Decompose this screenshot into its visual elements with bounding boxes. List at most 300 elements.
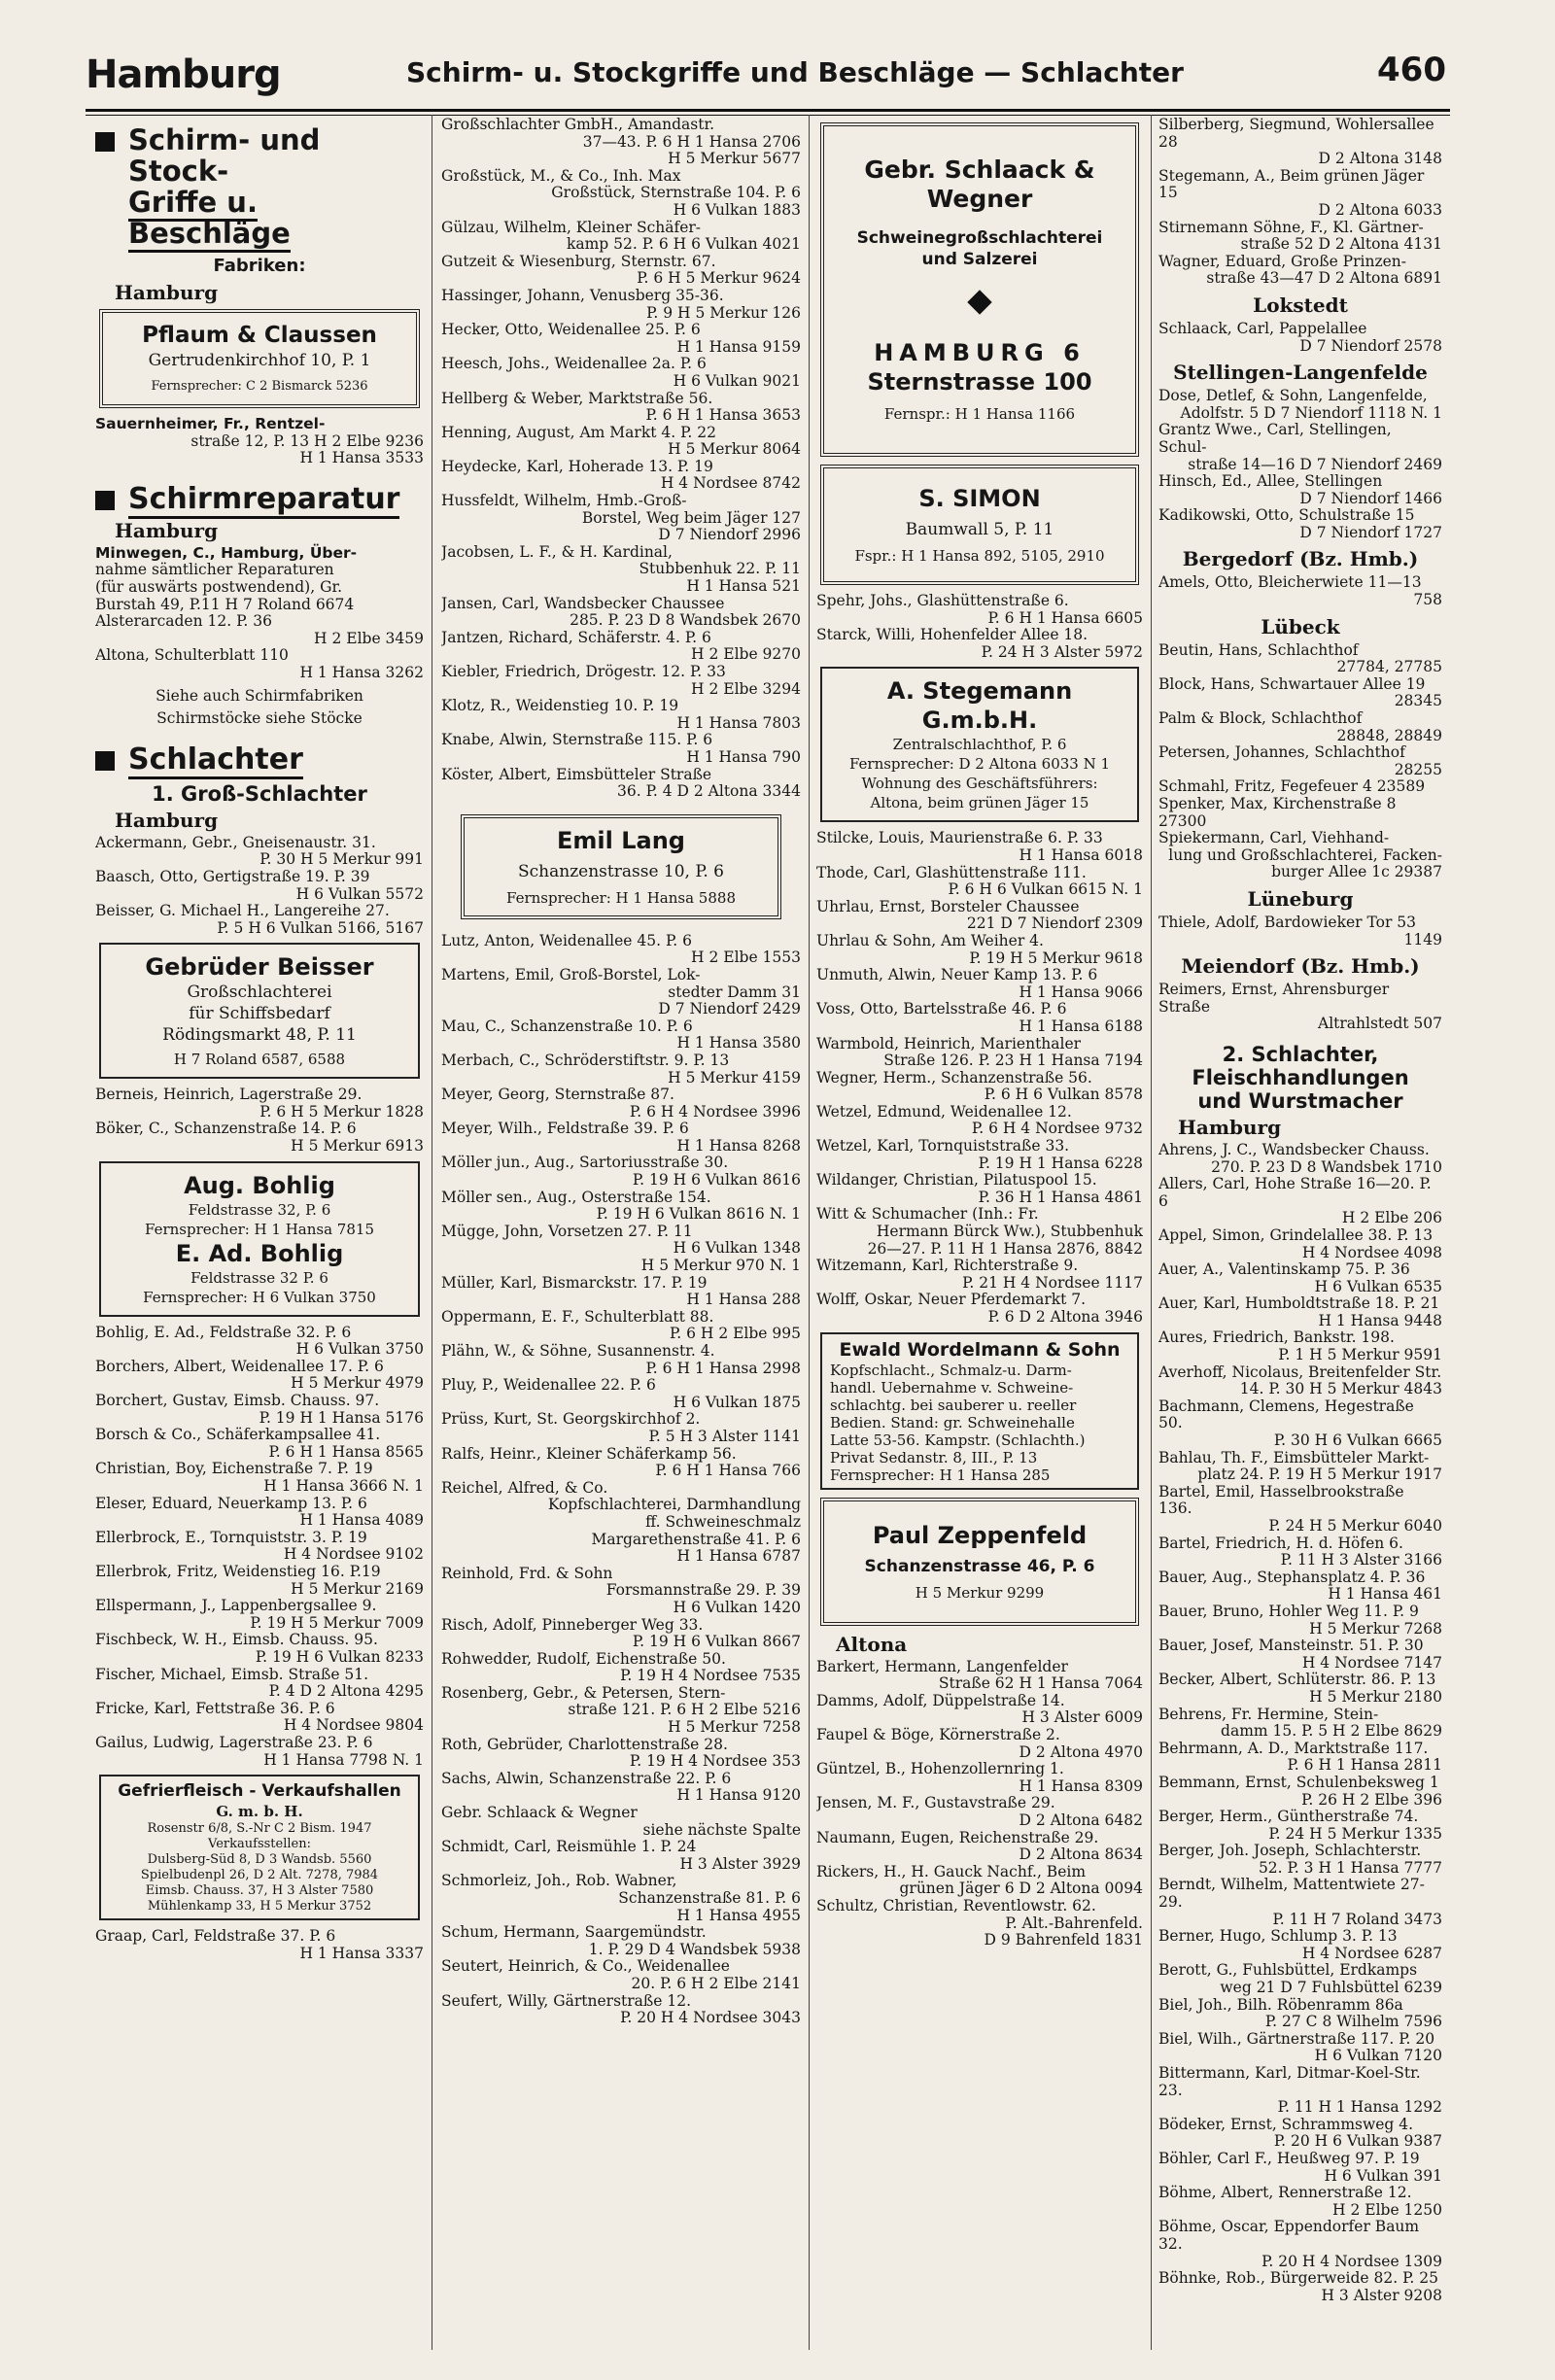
entry-line: H 1 Hansa 790 bbox=[686, 747, 801, 766]
entry bbox=[441, 322, 801, 356]
entry bbox=[1158, 778, 1442, 796]
ad-line: und Salzerei bbox=[921, 250, 1038, 269]
entry-line: P. 20 H 4 Nordsee 1309 bbox=[1261, 2252, 1442, 2270]
entry-line: Eleser, Eduard, Neuerkamp 13. P. 6 bbox=[95, 1494, 367, 1512]
entry-line: Fricke, Karl, Fettstraße 36. P. 6 bbox=[95, 1699, 335, 1717]
entry bbox=[1158, 642, 1442, 676]
entry bbox=[1158, 422, 1442, 473]
entry-line: Spenker, Max, Kirchenstraße 8 27300 bbox=[1158, 795, 1397, 830]
ad-name: Pflaum & Claussen bbox=[142, 323, 377, 348]
entry-line: Damms, Adolf, Düppelstraße 14. bbox=[816, 1691, 1065, 1709]
entry-line: P. 6 H 1 Hansa 2998 bbox=[645, 1359, 801, 1377]
entry-line: Graap, Carl, Feldstraße 37. P. 6 bbox=[95, 1927, 336, 1946]
entry bbox=[95, 1632, 424, 1666]
entry-list bbox=[1158, 117, 1442, 288]
entry-line: Wetzel, Karl, Tornquiststraße 33. bbox=[816, 1137, 1070, 1156]
entry-line: H 1 Hansa 461 bbox=[1328, 1585, 1442, 1604]
entry-list bbox=[1158, 914, 1442, 949]
entry bbox=[441, 1685, 801, 1737]
entry-line: Amels, Otto, Bleicherwiete 11—13 bbox=[1158, 573, 1422, 592]
entry-line: Aures, Friedrich, Bankstr. 198. bbox=[1158, 1328, 1395, 1347]
entry-line: Bachmann, Clemens, Hegestraße 50. bbox=[1158, 1397, 1414, 1432]
entry-line: P. 30 H 5 Merkur 991 bbox=[259, 850, 424, 869]
entry bbox=[441, 254, 801, 288]
entry-line: Seutert, Heinrich, & Co., Weidenallee bbox=[441, 1957, 730, 1976]
entry-line: P. 11 H 3 Alster 3166 bbox=[1280, 1551, 1442, 1569]
ad-line: Rödingsmarkt 48, P. 11 bbox=[162, 1025, 357, 1046]
ad-phone: Fspr.: H 1 Hansa 892, 5105, 2910 bbox=[854, 547, 1105, 565]
entry bbox=[441, 933, 801, 967]
entry-line: straße 43—47 D 2 Altona 6891 bbox=[1206, 269, 1442, 288]
ad-phone: Fernsprecher: H 1 Hansa 5888 bbox=[505, 888, 736, 907]
entry-line: H 5 Merkur 4979 bbox=[291, 1374, 424, 1393]
entry-line: H 6 Vulkan 7120 bbox=[1314, 2047, 1442, 2065]
entry bbox=[1158, 1962, 1442, 1996]
bullet-square-icon bbox=[95, 132, 115, 152]
entry bbox=[441, 1275, 801, 1309]
ad-emil-lang bbox=[461, 814, 781, 919]
ad-line: Rosenstr 6/8, S.-Nr C 2 Bism. 1947 bbox=[147, 1821, 372, 1837]
entry bbox=[816, 1864, 1143, 1898]
ad-line: Mühlenkamp 33, H 5 Merkur 3752 bbox=[147, 1899, 372, 1914]
entry-line: H 6 Vulkan 1348 bbox=[673, 1239, 801, 1258]
ad-phone: Fernsprecher: H 6 Vulkan 3750 bbox=[143, 1288, 376, 1306]
entry-line: Stubbenhuk 22. P. 11 bbox=[639, 560, 801, 578]
entry bbox=[1158, 1741, 1442, 1775]
entry-line: straße 52 D 2 Altona 4131 bbox=[1240, 235, 1442, 254]
entry bbox=[1158, 254, 1442, 288]
entry-line: Silberberg, Siegmund, Wohlersallee 28 bbox=[1158, 117, 1434, 151]
entry-line: D 2 Altona 6033 bbox=[1318, 200, 1442, 219]
entry bbox=[1158, 1604, 1442, 1638]
entry-line: 27784, 27785 bbox=[1336, 658, 1442, 676]
entry-line: H 1 Hansa 521 bbox=[686, 577, 801, 596]
entry-list bbox=[1158, 642, 1442, 881]
entry-line: D 2 Altona 4970 bbox=[1019, 1742, 1143, 1761]
entry-line: Witt & Schumacher (Inh.: Fr. bbox=[816, 1205, 1039, 1224]
entry-line: 270. P. 23 D 8 Wandsbek 1710 bbox=[1211, 1157, 1442, 1176]
entry-line: Jensen, M. F., Gustavstraße 29. bbox=[816, 1794, 1055, 1812]
entry-line: (für auswärts postwendend), Gr. bbox=[95, 577, 343, 596]
entry-line: 37—43. P. 6 H 1 Hansa 2706 bbox=[582, 132, 801, 151]
entry-line: Großstück, Sternstraße 104. P. 6 bbox=[551, 184, 801, 202]
entry-line: Rohwedder, Rudolf, Eichenstraße 50. bbox=[441, 1649, 726, 1668]
column-divider bbox=[1151, 115, 1152, 2350]
entry-line: Biel, Joh., Bilh. Röbenramm 86a bbox=[1158, 1995, 1403, 2014]
entry-line: Großstück, M., & Co., Inh. Max bbox=[441, 166, 681, 185]
entry-line: Ellerbrok, Fritz, Weidenstieg 16. P.19 bbox=[95, 1562, 381, 1580]
entry bbox=[1158, 1928, 1442, 1962]
ad-address: Sternstrasse 100 bbox=[867, 368, 1092, 396]
entry bbox=[1158, 1484, 1442, 1535]
ad-line: Großschlachterei bbox=[187, 983, 332, 1003]
entry bbox=[1158, 1364, 1442, 1398]
entry-line: platz 24. P. 19 H 5 Merkur 1917 bbox=[1197, 1466, 1442, 1484]
ad-name: A. Stegemann G.m.b.H. bbox=[886, 677, 1073, 735]
section-title-line: Griffe u. Beschläge bbox=[128, 186, 291, 253]
entry bbox=[441, 1343, 801, 1377]
ad-line: Eimsb. Chauss. 37, H 3 Alster 7580 bbox=[145, 1883, 374, 1899]
entry-line: Becker, Albert, Schlüterstr. 86. P. 13 bbox=[1158, 1671, 1436, 1689]
entry-line: Stirnemann Söhne, F., Kl. Gärtner- bbox=[1158, 218, 1424, 236]
ad-paul-zeppenfeld bbox=[820, 1498, 1139, 1626]
entry bbox=[816, 1761, 1143, 1795]
entry bbox=[816, 1172, 1143, 1206]
header-rule-thin bbox=[86, 115, 1450, 116]
entry-line: 28345 bbox=[1394, 692, 1442, 710]
entry-line: P. 19 H 6 Vulkan 8616 bbox=[632, 1171, 801, 1190]
entry-line: Berott, G., Fuhlsbüttel, Erdkamps bbox=[1158, 1961, 1418, 1980]
header-section: Schirm- u. Stockgriffe und Beschläge — Schlachter bbox=[406, 56, 1184, 88]
entry-line: H 6 Vulkan 3750 bbox=[295, 1340, 424, 1359]
entry-line: Block, Hans, Schwartauer Allee 19 bbox=[1158, 674, 1426, 693]
entry bbox=[441, 596, 801, 630]
entry-line: D 7 Niendorf 1727 bbox=[1299, 523, 1442, 541]
entry-line: H 5 Merkur 970 N. 1 bbox=[640, 1257, 801, 1275]
entry-line: Böhme, Albert, Rennerstraße 12. bbox=[1158, 2184, 1412, 2202]
entry-line: H 2 Elbe 9270 bbox=[691, 645, 801, 664]
entry-line: Borsch & Co., Schäferkampsallee 41. bbox=[95, 1426, 381, 1444]
entry-line: Schultz, Christian, Reventlowstr. 62. bbox=[816, 1896, 1096, 1914]
entry bbox=[441, 698, 801, 732]
entry-line: Spiekermann, Carl, Viehhand- bbox=[1158, 829, 1390, 847]
entry bbox=[441, 1805, 801, 1839]
entry-line: P. 24 H 3 Alster 5972 bbox=[981, 642, 1143, 661]
entry bbox=[95, 1087, 424, 1121]
subheading-fabriken: Fabriken: bbox=[213, 256, 306, 276]
entry bbox=[1158, 2219, 1442, 2270]
entry bbox=[95, 1928, 424, 1962]
entry-line: P. 6 H 5 Merkur 1828 bbox=[259, 1102, 424, 1121]
entry-line: D 2 Altona 8634 bbox=[1019, 1845, 1143, 1864]
entry-line: Knabe, Alwin, Sternstraße 115. P. 6 bbox=[441, 731, 713, 749]
entry-line: Bauer, Aug., Stephansplatz 4. P. 36 bbox=[1158, 1568, 1426, 1586]
page-header bbox=[86, 51, 1446, 105]
entry-line: Auer, Karl, Humboldtstraße 18. P. 21 bbox=[1158, 1294, 1440, 1313]
entry bbox=[441, 1121, 801, 1155]
entry bbox=[1158, 2117, 1442, 2151]
entry bbox=[95, 545, 424, 682]
entry-line: Risch, Adolf, Pinneberger Weg 33. bbox=[441, 1615, 704, 1634]
entry-line: Bahlau, Th. F., Eimsbütteler Markt- bbox=[1158, 1448, 1430, 1466]
entry-list bbox=[441, 117, 801, 801]
entry-line: H 1 Hansa 288 bbox=[686, 1291, 801, 1309]
entry-line: Schum, Hermann, Saargemündstr. bbox=[441, 1923, 707, 1942]
entry-line: 14. P. 30 H 5 Merkur 4843 bbox=[1239, 1380, 1442, 1398]
entry-line: P. 24 H 5 Merkur 1335 bbox=[1268, 1824, 1442, 1843]
entry-line: Fischbeck, W. H., Eimsb. Chauss. 95. bbox=[95, 1631, 378, 1649]
entry bbox=[1158, 1997, 1442, 2031]
entry bbox=[816, 1001, 1143, 1035]
ad-line: für Schiffsbedarf bbox=[189, 1004, 330, 1024]
entry bbox=[816, 1292, 1143, 1326]
entry-line: H 1 Hansa 8268 bbox=[676, 1136, 801, 1155]
entry-line: H 1 Hansa 9159 bbox=[676, 337, 801, 356]
ad-stegemann bbox=[820, 667, 1139, 822]
entry-line: Altona, Schulterblatt 110 bbox=[95, 646, 289, 665]
entry-line: P. 21 H 4 Nordsee 1117 bbox=[962, 1273, 1143, 1292]
entry bbox=[816, 1258, 1143, 1292]
entry bbox=[441, 493, 801, 544]
entry-list bbox=[95, 1087, 424, 1155]
entry-line: Hinsch, Ed., Allee, Stellingen bbox=[1158, 472, 1383, 491]
entry-line: P. 9 H 5 Merkur 126 bbox=[646, 303, 801, 322]
entry-line: P. 1 H 5 Merkur 9591 bbox=[1278, 1346, 1442, 1364]
entry-line: Ackermann, Gebr., Gneisenaustr. 31. bbox=[95, 833, 376, 851]
entry bbox=[95, 1325, 424, 1359]
entry bbox=[441, 1924, 801, 1958]
entry-line: Mau, C., Schanzenstraße 10. P. 6 bbox=[441, 1017, 693, 1035]
entry-line: Barkert, Hermann, Langenfelder bbox=[816, 1657, 1068, 1675]
entry bbox=[816, 1830, 1143, 1864]
entry-list bbox=[1158, 574, 1442, 608]
entry-line: P. 6 H 6 Vulkan 6615 N. 1 bbox=[948, 880, 1143, 899]
entry-line: 20. P. 6 H 2 Elbe 2141 bbox=[631, 1974, 801, 1992]
ad-line: Schweinegroßschlachterei bbox=[856, 228, 1103, 248]
entry-line: Voss, Otto, Bartelsstraße 46. P. 6 bbox=[816, 1000, 1067, 1018]
entry-line: Berndt, Wilhelm, Mattentwiete 27-29. bbox=[1158, 1876, 1425, 1912]
entry-line: P. 27 C 8 Wilhelm 7596 bbox=[1264, 2013, 1442, 2031]
entry-line: P. 6 H 2 Elbe 995 bbox=[669, 1325, 801, 1343]
diamond-icon bbox=[967, 290, 991, 314]
ad-gebrueder-beisser bbox=[99, 943, 420, 1079]
column-3 bbox=[816, 117, 1143, 2362]
ad-name: Emil Lang bbox=[557, 826, 685, 854]
entry-line: Hassinger, Johann, Venusberg 35-36. bbox=[441, 286, 724, 304]
ad-line: Altona, beim grünen Jäger 15 bbox=[870, 794, 1089, 812]
entry-line: H 1 Hansa 6018 bbox=[1019, 845, 1143, 864]
entry-line: Starck, Willi, Hohenfelder Allee 18. bbox=[816, 626, 1088, 644]
entry bbox=[1158, 1569, 1442, 1604]
entry bbox=[1158, 2031, 1442, 2065]
entry bbox=[1158, 2151, 1442, 2185]
entry-line: H 4 Nordsee 9102 bbox=[283, 1545, 424, 1564]
entry bbox=[441, 1839, 801, 1873]
entry-line: Palm & Block, Schlachthof bbox=[1158, 709, 1363, 728]
ad-name: Paul Zeppenfeld bbox=[872, 1521, 1088, 1549]
entry-line: P. 6 H 4 Nordsee 9732 bbox=[971, 1120, 1143, 1138]
entry-list bbox=[441, 933, 801, 2027]
ad-phone: H 7 Roland 6587, 6588 bbox=[173, 1051, 346, 1069]
entry-line: Meyer, Wilh., Feldstraße 39. P. 6 bbox=[441, 1120, 689, 1138]
section-title-schlachter bbox=[95, 743, 424, 776]
entry bbox=[1158, 117, 1442, 168]
entry-line: Lutz, Anton, Weidenallee 45. P. 6 bbox=[441, 931, 692, 949]
entry bbox=[1158, 744, 1442, 778]
entry-line: Stegemann, A., Beim grünen Jäger 15 bbox=[1158, 166, 1425, 202]
entry bbox=[816, 865, 1143, 899]
entry bbox=[441, 1377, 801, 1411]
entry bbox=[95, 1359, 424, 1393]
entry-line: P. 36 H 1 Hansa 4861 bbox=[978, 1188, 1143, 1206]
entry-line: Behrmann, A. D., Marktstraße 117. bbox=[1158, 1739, 1429, 1757]
ad-pflaum-claussen bbox=[99, 309, 420, 408]
entry-line: Adolfstr. 5 D 7 Niendorf 1118 N. 1 bbox=[1180, 403, 1442, 422]
entry-line: 285. P. 23 D 8 Wandsbek 2670 bbox=[570, 611, 801, 630]
entry bbox=[1158, 1450, 1442, 1484]
entry-line: 52. P. 3 H 1 Hansa 7777 bbox=[1258, 1858, 1442, 1877]
entry-line: H 1 Hansa 9120 bbox=[676, 1786, 801, 1805]
entry-line: Alsterarcaden 12. P. 36 bbox=[95, 612, 272, 631]
entry-line: Heesch, Johs., Weidenallee 2a. P. 6 bbox=[441, 355, 707, 373]
entry-line: Fischer, Michael, Eimsb. Straße 51. bbox=[95, 1665, 369, 1683]
entry-line: Ralfs, Heinr., Kleiner Schäferkamp 56. bbox=[441, 1444, 737, 1463]
entry-line: Möller jun., Aug., Sartoriusstraße 30. bbox=[441, 1154, 729, 1172]
subheading-line: und Wurstmacher bbox=[1197, 1088, 1403, 1113]
entry-line: H 5 Merkur 7268 bbox=[1309, 1619, 1442, 1638]
entry bbox=[441, 220, 801, 254]
entry bbox=[441, 1737, 801, 1771]
entry-line: H 5 Merkur 8064 bbox=[668, 440, 801, 459]
entry-line: Reimers, Ernst, Ahrensburger Straße bbox=[1158, 981, 1390, 1016]
ad-line: Privat Sedanstr. 8, III., P. 13 bbox=[830, 1448, 1038, 1466]
see-also: Siehe auch Schirmfabriken bbox=[156, 686, 363, 705]
ad-name: Aug. Bohlig bbox=[184, 1171, 335, 1199]
entry-line: H 3 Alster 6009 bbox=[1021, 1708, 1143, 1727]
entry-line: Uhrlau, Ernst, Borsteler Chaussee bbox=[816, 897, 1080, 915]
entry-line: H 5 Merkur 6913 bbox=[291, 1137, 424, 1156]
entry-line: H 3 Alster 9208 bbox=[1321, 2286, 1442, 2304]
entry-line: P. 4 D 2 Altona 4295 bbox=[268, 1682, 424, 1701]
city-heading: Altona bbox=[836, 1632, 908, 1656]
subheading-gross-schlachter: 1. Groß-Schlachter bbox=[152, 781, 367, 806]
entry-line: Borchert, Gustav, Eimsb. Chauss. 97. bbox=[95, 1392, 380, 1410]
entry bbox=[1158, 1227, 1442, 1261]
ad-s-simon bbox=[820, 465, 1139, 585]
entry bbox=[95, 1461, 424, 1495]
entry-line: Bemmann, Ernst, Schulenbeksweg 1 bbox=[1158, 1773, 1439, 1791]
entry-line: Plähn, W., & Söhne, Susannenstr. 4. bbox=[441, 1342, 715, 1360]
entry-line: Möller sen., Aug., Osterstraße 154. bbox=[441, 1188, 711, 1206]
entry bbox=[441, 1480, 801, 1566]
entry-line: Berger, Herm., Güntherstraße 74. bbox=[1158, 1808, 1419, 1826]
entry-list bbox=[816, 1659, 1143, 1949]
entry bbox=[441, 1087, 801, 1121]
entry bbox=[816, 1727, 1143, 1761]
entry-line: P. 6 H 5 Merkur 9624 bbox=[637, 269, 801, 288]
entry-line: Reinhold, Frd. & Sohn bbox=[441, 1564, 613, 1582]
entry bbox=[441, 1617, 801, 1651]
entry-list bbox=[1158, 982, 1442, 1033]
entry-line: P. 5 H 3 Alster 1141 bbox=[648, 1427, 801, 1445]
entry bbox=[441, 1873, 801, 1924]
entry bbox=[1158, 1843, 1442, 1877]
entry bbox=[816, 1138, 1143, 1172]
city-heading: Hamburg bbox=[115, 518, 219, 542]
entry-line: Bartel, Friedrich, H. d. Höfen 6. bbox=[1158, 1534, 1403, 1552]
entry-line: P. Alt.-Bahrenfeld. bbox=[1005, 1914, 1143, 1932]
entry-line: P. 6 H 1 Hansa 6605 bbox=[987, 608, 1143, 627]
entry-line: P. 24 H 5 Merkur 6040 bbox=[1268, 1517, 1442, 1535]
ad-name: S. SIMON bbox=[918, 485, 1041, 512]
entry bbox=[1158, 830, 1442, 881]
entry-line: P. 6 H 1 Hansa 766 bbox=[655, 1462, 801, 1480]
entry-list bbox=[816, 830, 1143, 1326]
entry-line: P. 19 H 1 Hansa 5176 bbox=[259, 1408, 424, 1427]
entry-line: Faupel & Böge, Körnerstraße 2. bbox=[816, 1725, 1060, 1743]
entry-line: Straße 62 H 1 Hansa 7064 bbox=[938, 1674, 1143, 1693]
entry bbox=[1158, 676, 1442, 710]
entry bbox=[441, 1651, 801, 1685]
entry-line: H 4 Nordsee 4098 bbox=[1301, 1243, 1442, 1261]
entry bbox=[95, 1427, 424, 1461]
city-heading: Hamburg bbox=[115, 808, 219, 832]
entry bbox=[1158, 1877, 1442, 1928]
entry bbox=[441, 732, 801, 766]
entry-line: Margarethenstraße 41. P. 6 bbox=[591, 1530, 801, 1548]
entry-line: H 1 Hansa 8309 bbox=[1019, 1776, 1143, 1795]
entry-line: H 6 Vulkan 5572 bbox=[295, 884, 424, 903]
entry-line: nahme sämtlicher Reparaturen bbox=[95, 561, 334, 579]
entry-line: Bauer, Bruno, Hohler Weg 11. P. 9 bbox=[1158, 1602, 1419, 1620]
entry-line: H 2 Elbe 3294 bbox=[691, 679, 801, 698]
entry bbox=[95, 1564, 424, 1598]
entry-line: H 5 Merkur 4159 bbox=[668, 1068, 801, 1087]
entry-line: lung und Großschlachterei, Facken- bbox=[1168, 845, 1442, 864]
entry-list bbox=[1158, 321, 1442, 355]
entry bbox=[441, 664, 801, 698]
entry-line: P. 5 H 6 Vulkan 5166, 5167 bbox=[217, 918, 424, 937]
entry-line: Böhler, Carl F., Heußweg 97. P. 19 bbox=[1158, 2149, 1420, 2167]
entry-line: D 7 Niendorf 2429 bbox=[658, 1000, 801, 1018]
entry-line: grünen Jäger 6 D 2 Altona 0094 bbox=[899, 1880, 1143, 1898]
entry-line: Witzemann, Karl, Richterstraße 9. bbox=[816, 1257, 1079, 1275]
entry-line: Jantzen, Richard, Schäferstr. 4. P. 6 bbox=[441, 628, 711, 646]
entry bbox=[1158, 710, 1442, 744]
entry-line: Wegner, Herm., Schanzenstraße 56. bbox=[816, 1068, 1092, 1087]
entry-line: Gebr. Schlaack & Wegner bbox=[441, 1804, 638, 1822]
entry-line: Kopfschlachterei, Darmhandlung bbox=[547, 1496, 801, 1514]
entry-list bbox=[95, 1325, 424, 1769]
entry-line: 221 D 7 Niendorf 2309 bbox=[966, 914, 1143, 933]
entry-line: Köster, Albert, Eimsbütteler Straße bbox=[441, 765, 712, 783]
entry-line: Hussfeldt, Wilhelm, Hmb.-Groß- bbox=[441, 492, 687, 510]
ad-line: Spielbudenpl 26, D 2 Alt. 7278, 7984 bbox=[140, 1868, 379, 1883]
entry-line: 28848, 28849 bbox=[1336, 726, 1442, 744]
section-title-line: Schirmreparatur bbox=[128, 482, 399, 519]
entry-line: Reichel, Alfred, & Co. bbox=[441, 1478, 608, 1497]
entry-line: Forsmannstraße 29. P. 39 bbox=[605, 1581, 801, 1600]
entry bbox=[1158, 473, 1442, 507]
entry bbox=[441, 1566, 801, 1617]
entry-line: 26—27. P. 11 H 1 Hansa 2876, 8842 bbox=[867, 1239, 1143, 1258]
entry bbox=[95, 1598, 424, 1632]
entry bbox=[816, 830, 1143, 864]
entry bbox=[816, 1693, 1143, 1727]
entry-line: Berger, Joh. Joseph, Schlachterstr. bbox=[1158, 1842, 1422, 1860]
city-heading: Bergedorf (Bz. Hmb.) bbox=[1182, 547, 1419, 571]
entry-line: Borstel, Weg beim Jäger 127 bbox=[581, 508, 801, 527]
entry bbox=[441, 459, 801, 493]
entry bbox=[1158, 168, 1442, 220]
entry-line: P. 20 H 4 Nordsee 3043 bbox=[620, 2009, 801, 2027]
ad-name: Gefrierfleisch - Verkaufshallen bbox=[118, 1781, 401, 1802]
ad-phone: Fernsprecher: H 1 Hansa 7815 bbox=[144, 1220, 374, 1238]
subheading-schlachter bbox=[1158, 1043, 1442, 1113]
entry-line: P. 19 H 6 Vulkan 8616 N. 1 bbox=[596, 1205, 801, 1224]
entry-line: Schanzenstraße 81. P. 6 bbox=[618, 1889, 801, 1907]
entry-line: Ellerbrock, E., Tornquiststr. 3. P. 19 bbox=[95, 1528, 367, 1546]
entry-line: Großschlachter GmbH., Amandastr. bbox=[441, 117, 715, 133]
entry-line: Schmahl, Fritz, Fegefeuer 4 23589 bbox=[1158, 777, 1426, 796]
entry-line: Wolff, Oskar, Neuer Pferdemarkt 7. bbox=[816, 1291, 1087, 1309]
entry-line: H 2 Elbe 1553 bbox=[691, 949, 801, 967]
city-heading: Hamburg bbox=[1178, 1115, 1282, 1139]
ad-name: E. Ad. Bohlig bbox=[175, 1239, 344, 1267]
entry-line: H 1 Hansa 3337 bbox=[299, 1944, 424, 1962]
entry-line: Pluy, P., Weidenallee 22. P. 6 bbox=[441, 1376, 656, 1395]
entry bbox=[441, 1018, 801, 1052]
